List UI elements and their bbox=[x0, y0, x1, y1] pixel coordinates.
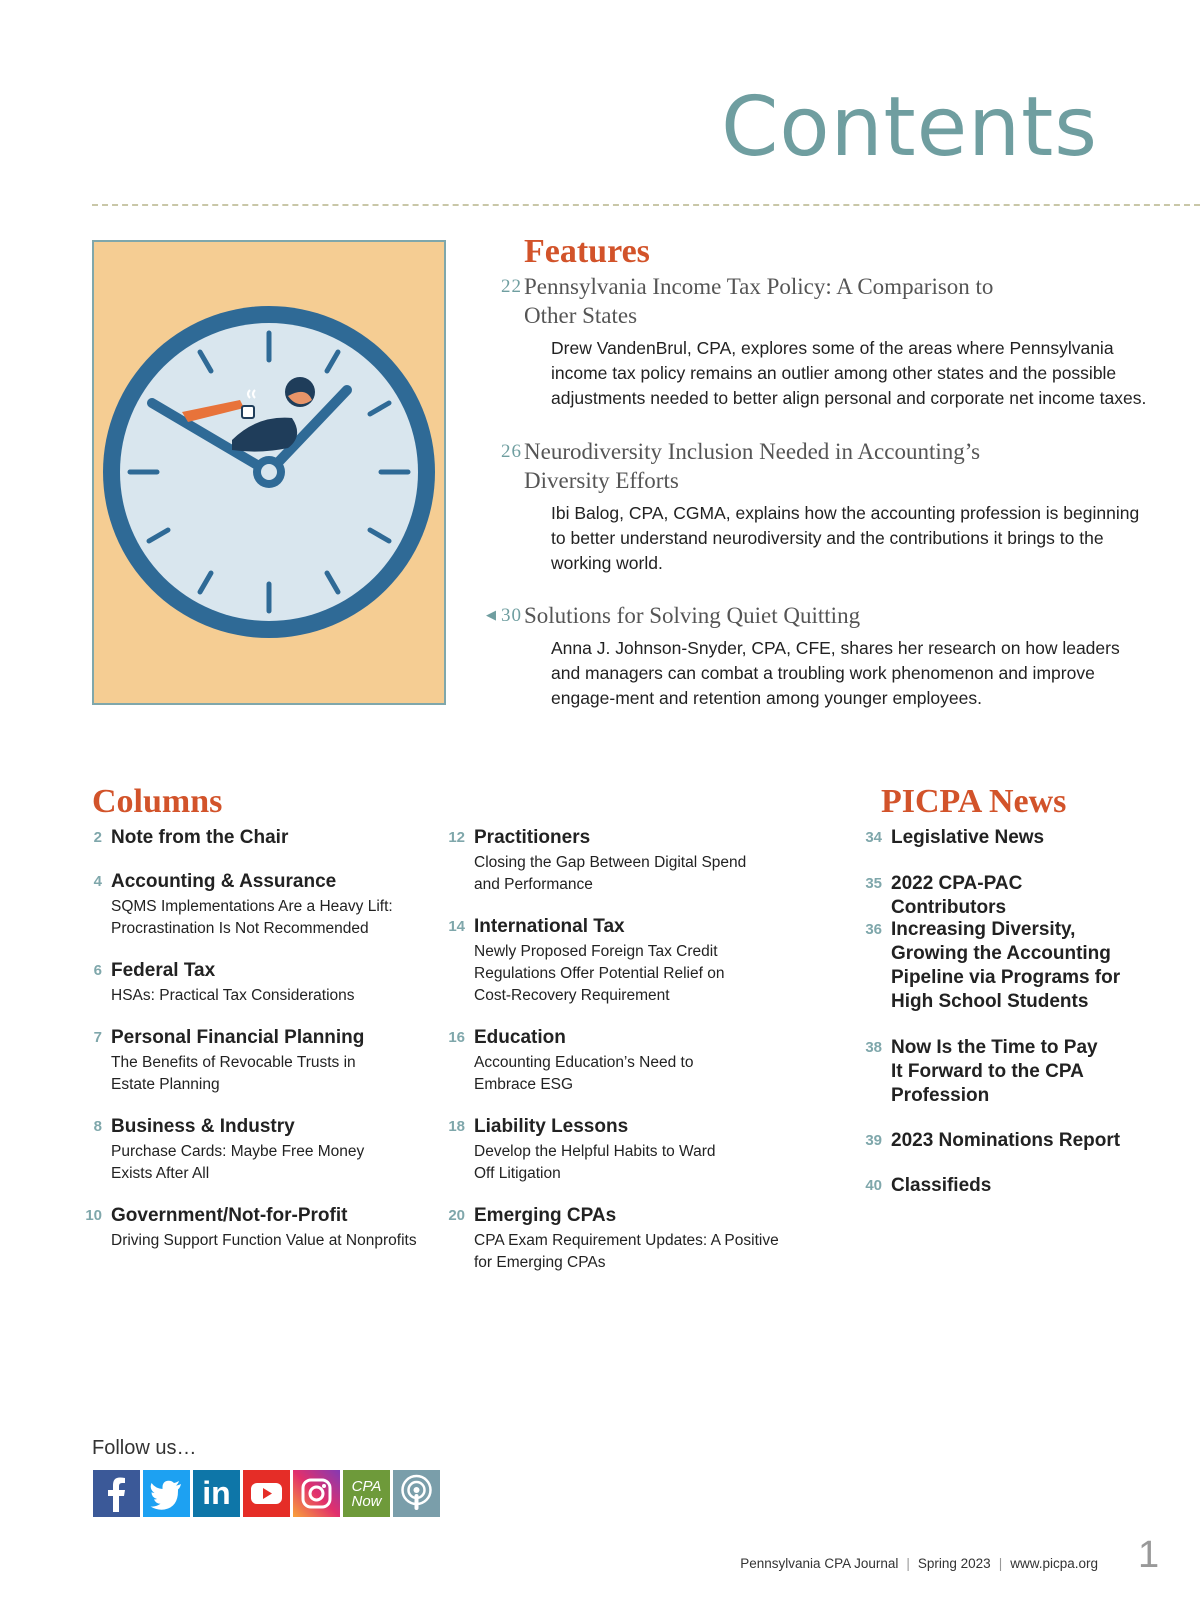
column-item[interactable] bbox=[82, 870, 442, 940]
column-subtitle: Purchase Cards: Maybe Free Money Exists After All bbox=[111, 1143, 365, 1182]
feature-page-marker bbox=[450, 605, 522, 627]
columns-heading: Columns bbox=[92, 783, 223, 820]
arrow-left-icon: ◀ bbox=[486, 607, 497, 622]
column-item[interactable] bbox=[82, 959, 442, 1007]
column-title[interactable]: Personal Financial Planning bbox=[111, 1027, 365, 1048]
column-subtitle: HSAs: Practical Tax Considerations bbox=[111, 987, 355, 1004]
column-subtitle: Develop the Helpful Habits to Ward Off Litigation bbox=[474, 1143, 716, 1182]
column-page-number: 6 bbox=[93, 962, 102, 979]
social-icons bbox=[93, 1470, 440, 1518]
column-title[interactable]: International Tax bbox=[474, 916, 625, 937]
column-page-number: 18 bbox=[448, 1118, 465, 1135]
column-subtitle: Driving Support Function Value at Nonprofits bbox=[111, 1232, 417, 1249]
issue-label: Spring 2023 bbox=[917, 1556, 991, 1571]
column-page-number: 4 bbox=[93, 873, 102, 890]
column-item[interactable] bbox=[445, 826, 805, 896]
news-page-number: 38 bbox=[865, 1039, 882, 1056]
column-page-number: 10 bbox=[85, 1207, 102, 1224]
column-subtitle: SQMS Implementations Are a Heavy Lift: Procrastination Is Not Recommended bbox=[111, 898, 393, 937]
news-page-number: 34 bbox=[865, 829, 882, 846]
features-heading: Features bbox=[524, 233, 650, 270]
column-item[interactable] bbox=[82, 1115, 442, 1185]
news-item[interactable] bbox=[862, 918, 1162, 1014]
feature-title[interactable]: Pennsylvania Income Tax Policy: A Comparison to Other States bbox=[524, 274, 994, 328]
column-page-number: 14 bbox=[448, 918, 465, 935]
page-number: 1 bbox=[1138, 1534, 1160, 1576]
podcast-icon[interactable] bbox=[393, 1470, 440, 1517]
column-title[interactable]: Business & Industry bbox=[111, 1116, 295, 1137]
feature-page-number: 22 bbox=[501, 276, 522, 297]
feature-item[interactable] bbox=[470, 601, 1160, 711]
feature-title[interactable]: Neurodiversity Inclusion Needed in Accounting’s Diversity Efforts bbox=[524, 439, 981, 493]
news-item[interactable] bbox=[862, 826, 1162, 850]
instagram-icon[interactable] bbox=[293, 1470, 340, 1517]
column-title[interactable]: Practitioners bbox=[474, 827, 591, 848]
news-heading: PICPA News bbox=[881, 783, 1067, 820]
column-title[interactable]: Government/Not-for-Profit bbox=[111, 1205, 348, 1226]
column-subtitle: CPA Exam Requirement Updates: A Positive for Emerging CPAs bbox=[474, 1232, 779, 1271]
feature-description: Ibi Balog, CPA, CGMA, explains how the accounting profession is beginning to better understand neurodiversity and the contributions it brings to the working world. bbox=[551, 503, 1140, 573]
column-page-number: 16 bbox=[448, 1029, 465, 1046]
news-title[interactable]: Classifieds bbox=[891, 1175, 992, 1196]
cpa-now-icon[interactable]: CPA Now bbox=[343, 1470, 390, 1517]
linkedin-icon[interactable]: in bbox=[193, 1470, 240, 1517]
feature-title[interactable]: Solutions for Solving Quiet Quitting bbox=[524, 603, 861, 628]
divider bbox=[92, 204, 1200, 206]
column-item[interactable] bbox=[82, 826, 442, 850]
column-item[interactable] bbox=[82, 1204, 442, 1252]
column-subtitle: The Benefits of Revocable Trusts in Estate Planning bbox=[111, 1054, 356, 1093]
follow-us-label: Follow us… bbox=[92, 1437, 197, 1459]
column-page-number: 20 bbox=[448, 1207, 465, 1224]
column-title[interactable]: Education bbox=[474, 1027, 566, 1048]
news-page-number: 36 bbox=[865, 921, 882, 938]
clock-illustration bbox=[92, 240, 446, 705]
news-title[interactable]: 2022 CPA-PAC Contributors bbox=[891, 873, 1023, 918]
column-item[interactable] bbox=[445, 1204, 805, 1274]
feature-page-number: 26 bbox=[501, 441, 522, 462]
youtube-icon[interactable] bbox=[243, 1470, 290, 1517]
feature-page-number: 30 bbox=[501, 605, 522, 626]
column-page-number: 8 bbox=[93, 1118, 102, 1135]
column-subtitle: Newly Proposed Foreign Tax Credit Regulations Offer Potential Relief on Cost-Recovery Requirement bbox=[474, 943, 725, 1004]
news-title[interactable]: Now Is the Time to Pay It Forward to the CPA Profession bbox=[891, 1037, 1098, 1106]
news-title[interactable]: Increasing Diversity, Growing the Accounting Pipeline via Programs for High School Students bbox=[891, 919, 1121, 1012]
facebook-icon[interactable] bbox=[93, 1470, 140, 1517]
column-title[interactable]: Note from the Chair bbox=[111, 827, 289, 848]
news-page-number: 39 bbox=[865, 1132, 882, 1149]
news-title[interactable]: 2023 Nominations Report bbox=[891, 1130, 1121, 1151]
journal-name: Pennsylvania CPA Journal bbox=[740, 1556, 899, 1571]
column-title[interactable]: Liability Lessons bbox=[474, 1116, 629, 1137]
column-item[interactable] bbox=[445, 915, 805, 1007]
page-title: Contents bbox=[721, 80, 1098, 175]
column-page-number: 7 bbox=[93, 1029, 102, 1046]
news-item[interactable] bbox=[862, 872, 1162, 920]
feature-item[interactable] bbox=[470, 272, 1160, 411]
news-item[interactable] bbox=[862, 1129, 1162, 1153]
news-title[interactable]: Legislative News bbox=[891, 827, 1045, 848]
column-item[interactable] bbox=[445, 1115, 805, 1185]
footer: Pennsylvania CPA Journal | Spring 2023 | www.picpa.org bbox=[740, 1556, 1098, 1571]
column-title[interactable]: Accounting & Assurance bbox=[111, 871, 337, 892]
news-page-number: 40 bbox=[865, 1177, 882, 1194]
column-page-number: 2 bbox=[93, 829, 102, 846]
feature-item[interactable] bbox=[470, 437, 1160, 576]
website-link[interactable]: www.picpa.org bbox=[1010, 1556, 1098, 1571]
column-item[interactable] bbox=[82, 1026, 442, 1096]
column-subtitle: Closing the Gap Between Digital Spend and Performance bbox=[474, 854, 747, 893]
feature-description: Drew VandenBrul, CPA, explores some of the areas where Pennsylvania income tax policy remains an outlier among other states and the possible adjustments needed to better align personal and corporate net income taxes. bbox=[551, 338, 1147, 408]
news-page-number: 35 bbox=[865, 875, 882, 892]
column-title[interactable]: Emerging CPAs bbox=[474, 1205, 617, 1226]
column-title[interactable]: Federal Tax bbox=[111, 960, 216, 981]
column-item[interactable] bbox=[445, 1026, 805, 1096]
twitter-icon[interactable] bbox=[143, 1470, 190, 1517]
column-subtitle: Accounting Education’s Need to Embrace ESG bbox=[474, 1054, 694, 1093]
news-item[interactable] bbox=[862, 1036, 1162, 1108]
feature-description: Anna J. Johnson-Snyder, CPA, CFE, shares her research on how leaders and managers can combat a troubling work phenomenon and improve engage-ment and retention among younger employees. bbox=[551, 638, 1120, 708]
column-page-number: 12 bbox=[448, 829, 465, 846]
news-item[interactable] bbox=[862, 1174, 1162, 1198]
